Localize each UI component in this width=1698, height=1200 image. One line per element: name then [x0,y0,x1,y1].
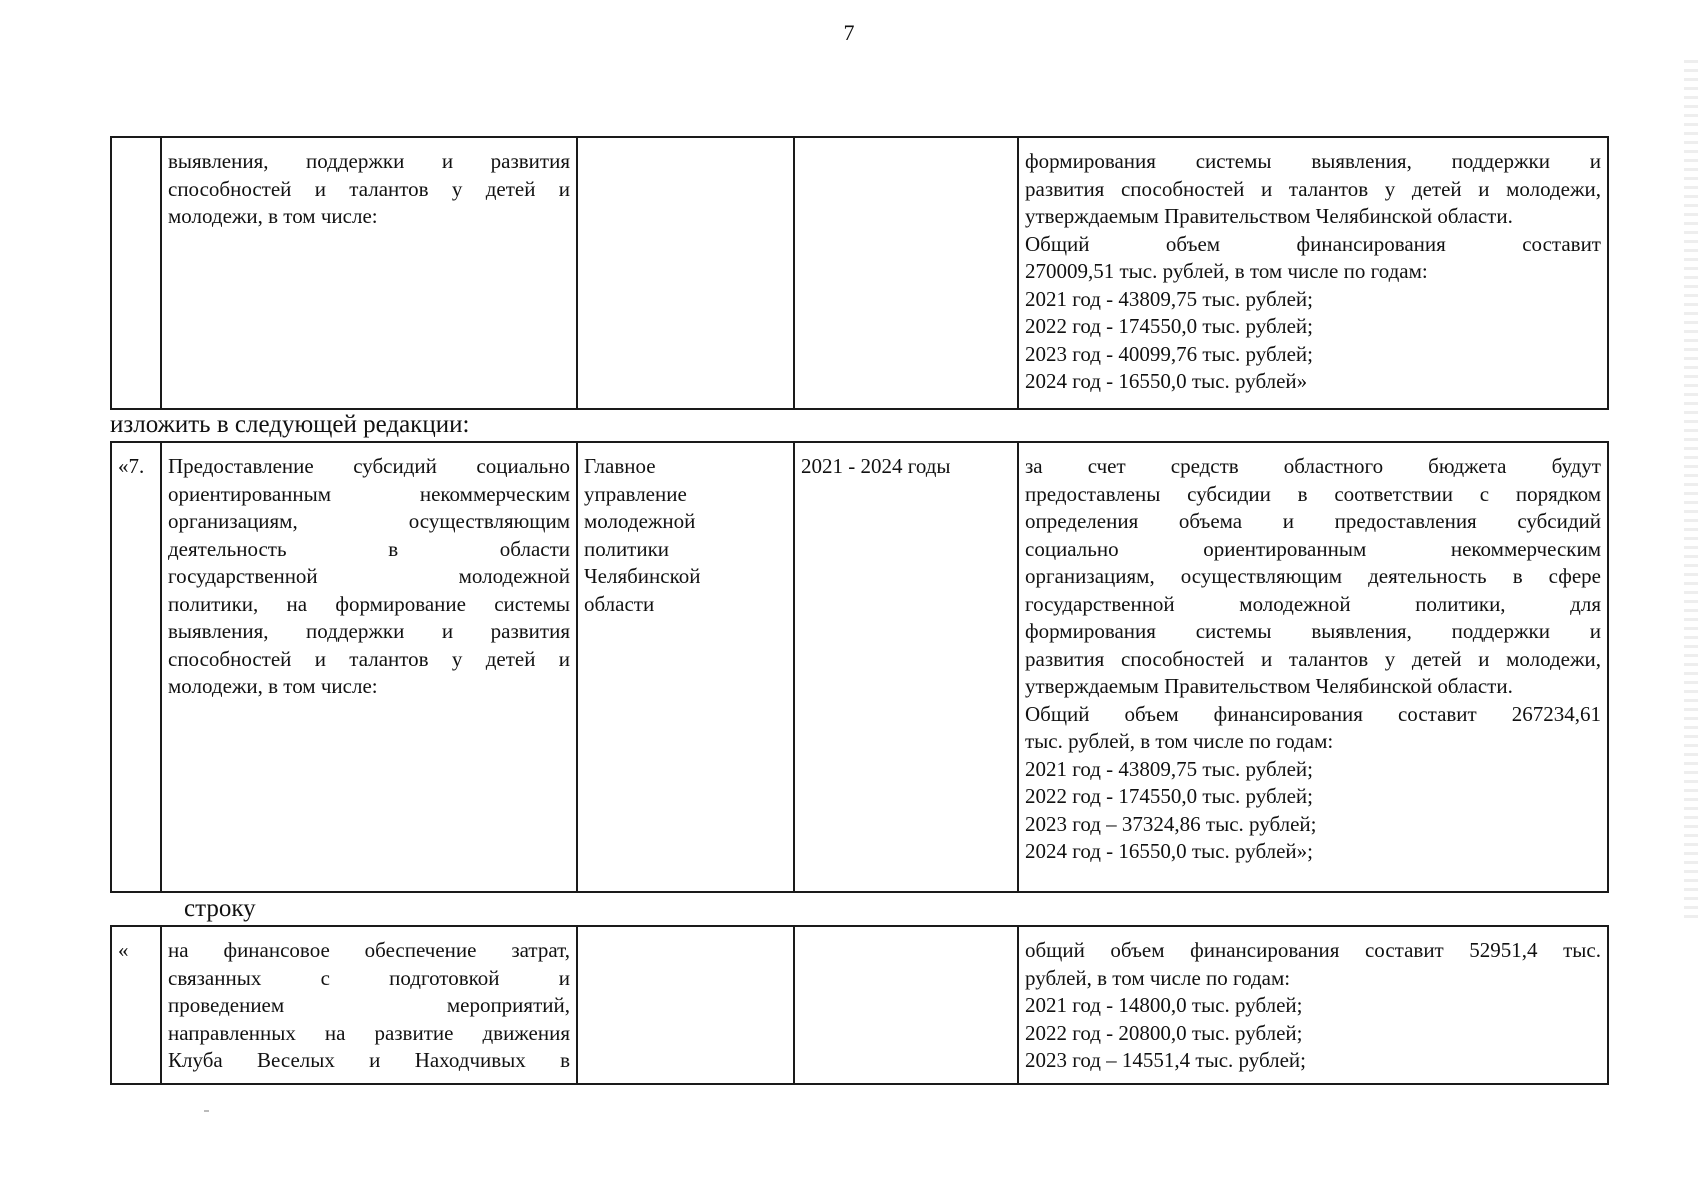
text-line: деятельность в области [168,536,570,561]
table-row [111,442,1608,892]
text-line: выявления, поддержки и развития [168,149,570,173]
text-line: Предоставление субсидий социально [168,454,570,478]
cell-period [794,926,1018,1084]
text-line: Главное [584,454,656,478]
text-line: области [584,591,655,616]
text-line: политики, на формирование системы [168,591,570,616]
text-line: организациям, осуществляющим деятельность в сфере [1025,564,1601,588]
cell-number: «7. [111,442,161,892]
cell-number: « [111,926,161,1084]
text-line: Общий объем финансирования составит [1025,231,1601,256]
cell-executor [577,442,794,892]
text-line: 2021 год - 43809,75 тыс. рублей; [1025,286,1314,311]
table-row [111,137,1608,409]
cell-description [1018,926,1608,1084]
table-previous-wording [110,136,1609,410]
text-line: утверждаемым Правительством Челябинской области. [1025,674,1513,698]
text-line: 270009,51 тыс. рублей, в том числе по годам: [1025,259,1428,283]
text-line: на финансовое обеспечение затрат, [168,938,570,962]
text-line: Клуба Веселых и Находчивых в [168,1048,570,1072]
text-line: молодежной [584,509,696,533]
text-line: государственной молодежной политики, для [1025,591,1601,616]
cell-measure-name [161,137,577,409]
table-row-kvn [110,925,1609,1085]
scan-mark [204,1110,209,1112]
cell-executor [577,926,794,1084]
text-line: предоставлены субсидии в соответствии с порядком [1025,481,1601,506]
scan-edge-artifact [1684,60,1698,920]
text-line: способностей и талантов у детей и [168,176,570,201]
table-new-wording [110,441,1609,893]
text-line: Общий объем финансирования составит 267234,61 [1025,701,1601,726]
text-line: рублей, в том числе по годам: [1025,965,1291,990]
text-line: 2021 год - 14800,0 тыс. рублей; [1025,993,1303,1017]
cell-description [1018,442,1608,892]
page-number: 7 [843,20,855,45]
label-edit-instruction: изложить в следующей редакции: [110,411,470,438]
text-line: развития способностей и талантов у детей и молодежи, [1025,646,1601,671]
text-line: 2024 год - 16550,0 тыс. рублей»; [1025,839,1314,863]
cell-period [794,137,1018,409]
text-line: направленных на развитие движения [168,1020,570,1045]
text-line: развития способностей и талантов у детей и молодежи, [1025,176,1601,201]
text-line: связанных с подготовкой и [168,965,570,990]
text-line: 2023 год – 14551,4 тыс. рублей; [1025,1048,1307,1072]
cell-period: 2021 - 2024 годы [794,442,1018,892]
text-line: формирования системы выявления, поддержки и [1025,619,1601,643]
text-line: 2023 год - 40099,76 тыс. рублей; [1025,341,1314,366]
text-line: тыс. рублей, в том числе по годам: [1025,729,1334,753]
text-line: общий объем финансирования составит 52951,4 тыс. [1025,938,1601,962]
text-line: 2022 год - 174550,0 тыс. рублей; [1025,784,1314,808]
cell-executor [577,137,794,409]
cell-number [111,137,161,409]
table-row [111,926,1608,1084]
text-line: 2024 год - 16550,0 тыс. рублей» [1025,369,1308,393]
text-line: 2023 год – 37324,86 тыс. рублей; [1025,811,1317,836]
text-line: государственной молодежной [168,564,570,588]
text-line: социально ориентированным некоммерческим [1025,536,1601,561]
text-line: 2022 год - 20800,0 тыс. рублей; [1025,1020,1303,1045]
cell-description [1018,137,1608,409]
text-line: выявления, поддержки и развития [168,619,570,643]
text-line: ориентированным некоммерческим [168,481,570,506]
text-line: за счет средств областного бюджета будут [1025,454,1601,478]
text-line: проведением мероприятий, [168,993,570,1017]
text-line: политики [584,536,670,561]
text-line: управление [584,481,687,506]
cell-measure-name [161,926,577,1084]
cell-measure-name [161,442,577,892]
text-line: Челябинской [584,564,701,588]
text-line: молодежи, в том числе: [168,674,378,698]
text-line: формирования системы выявления, поддержки и [1025,149,1601,173]
label-row: строку [184,895,256,922]
text-line: утверждаемым Правительством Челябинской области. [1025,204,1513,228]
text-line: молодежи, в том числе: [168,204,378,228]
text-line: определения объема и предоставления субсидий [1025,509,1601,533]
text-line: организациям, осуществляющим [168,509,570,533]
text-line: 2021 год - 43809,75 тыс. рублей; [1025,756,1314,781]
text-line: способностей и талантов у детей и [168,646,570,671]
text-line: 2022 год - 174550,0 тыс. рублей; [1025,314,1314,338]
